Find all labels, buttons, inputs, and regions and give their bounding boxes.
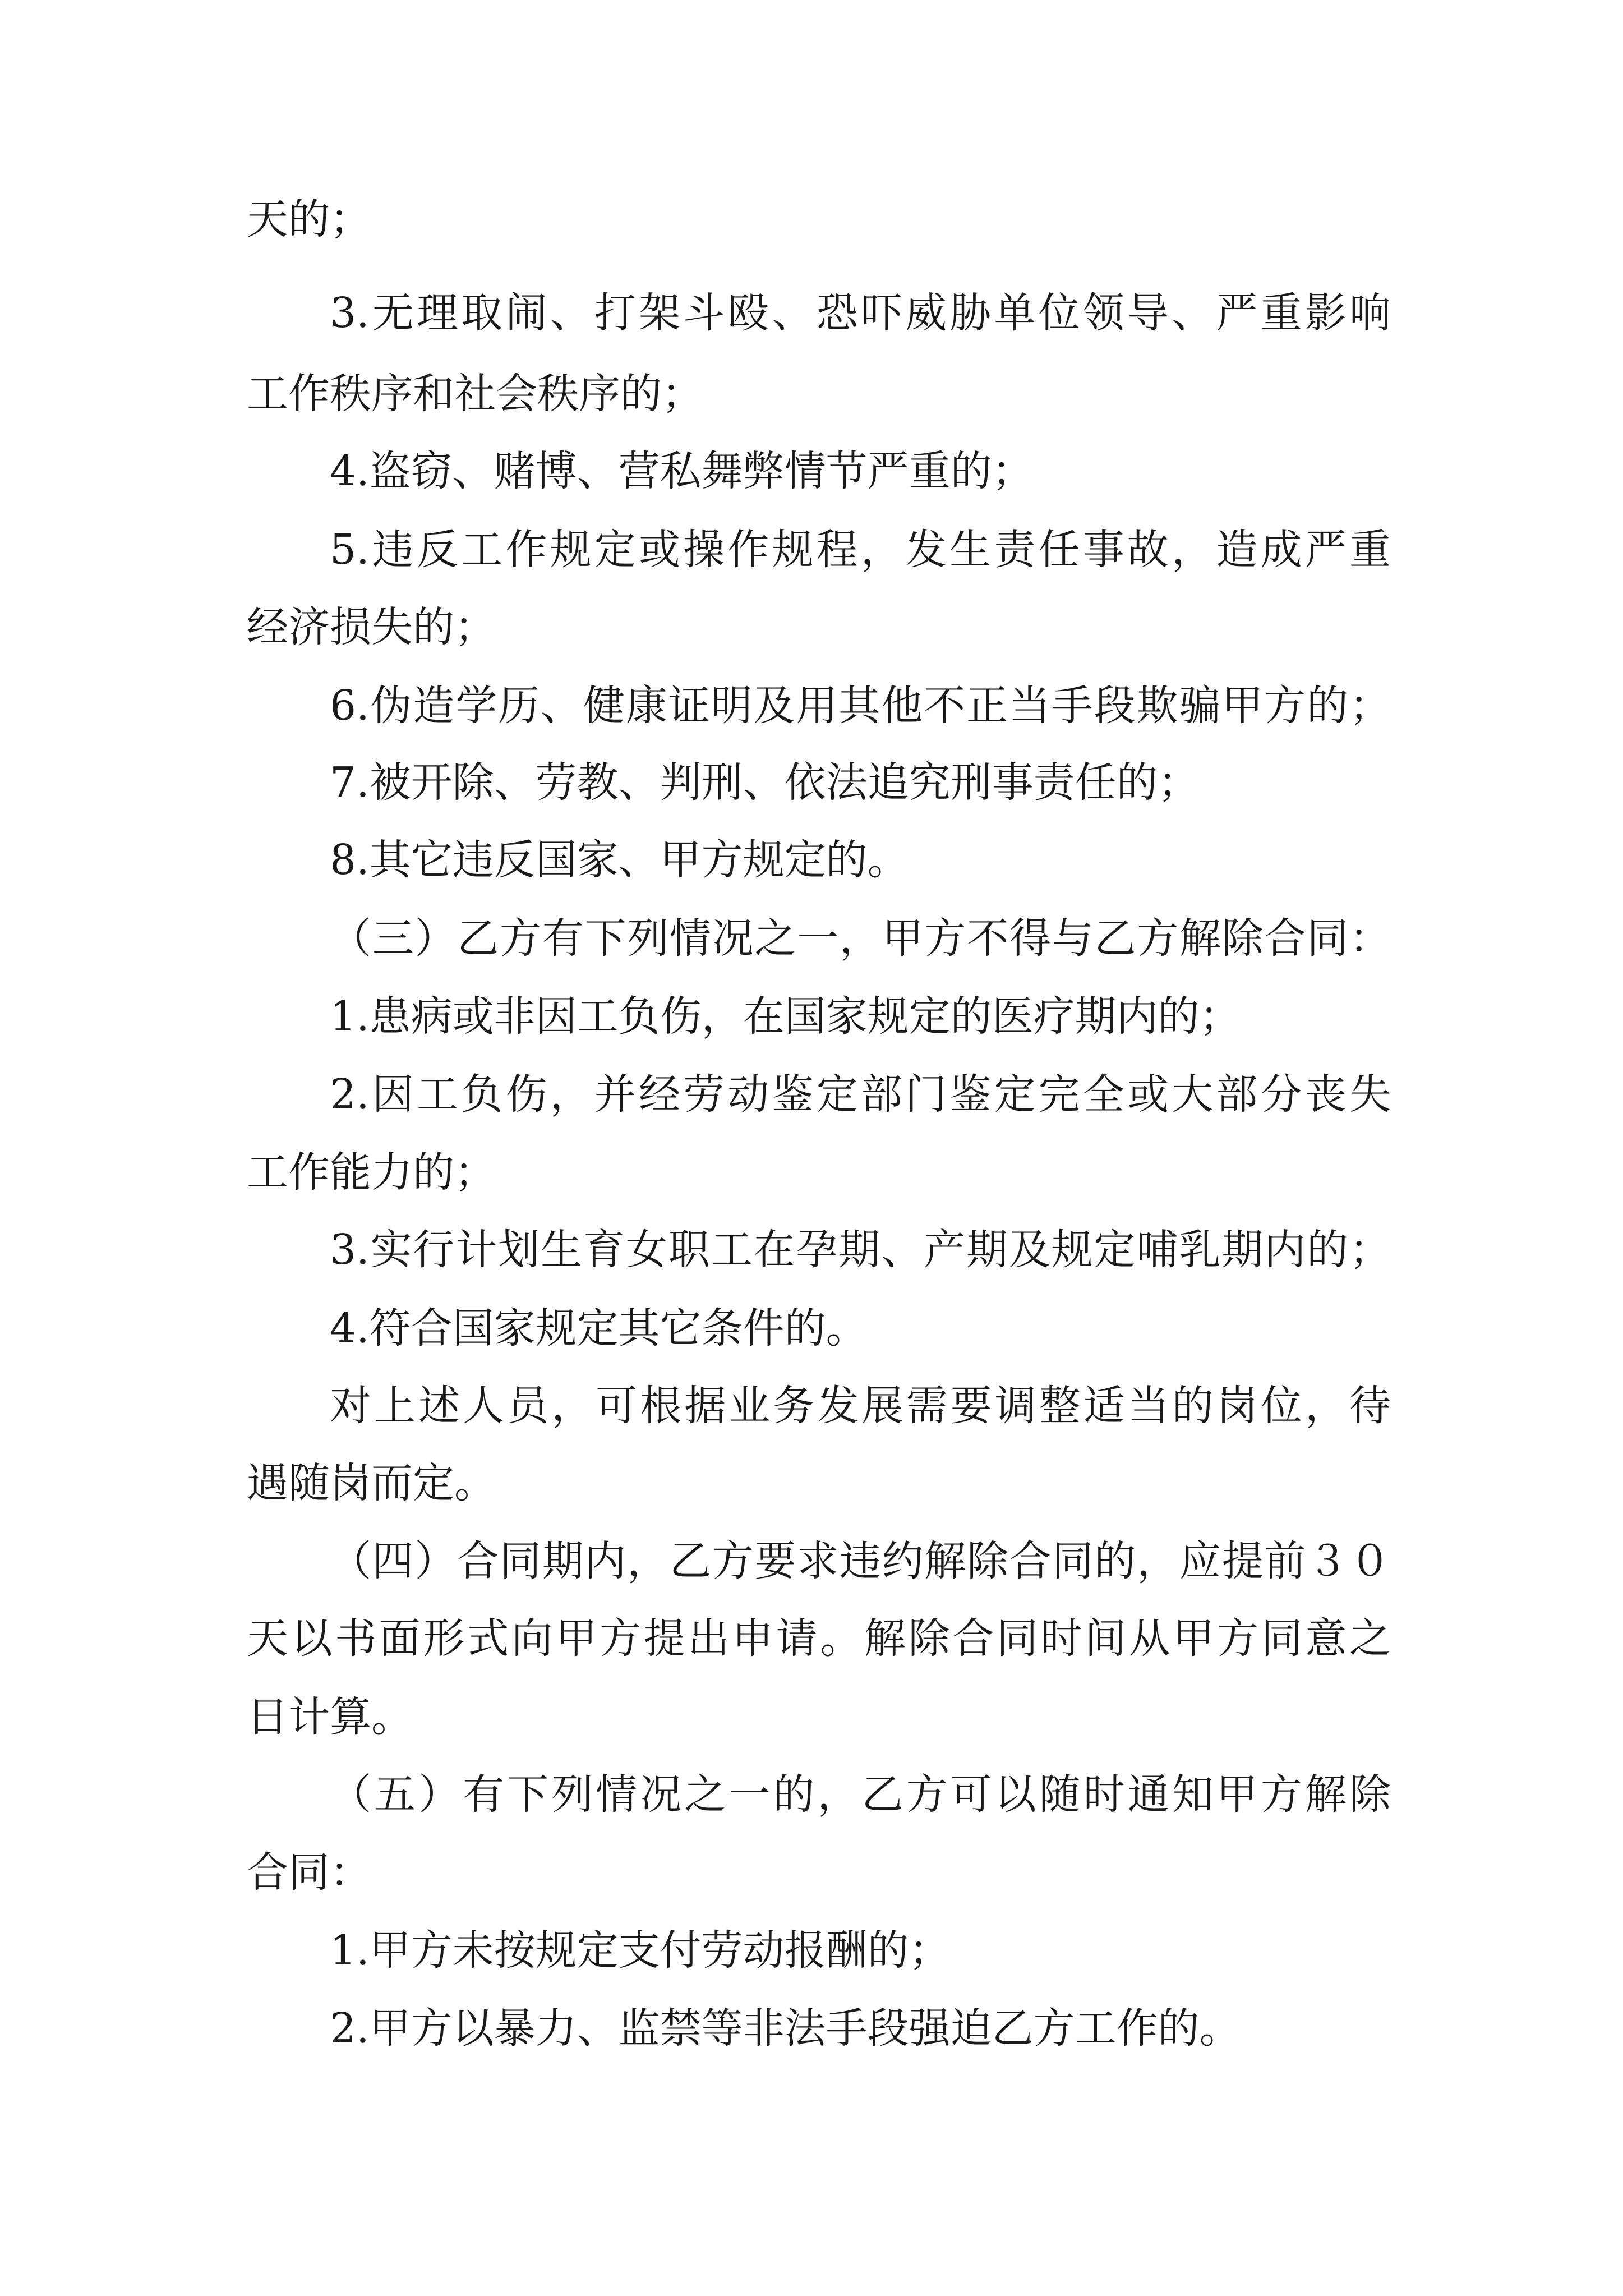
text-line-3: 工作秩序和社会秩序的； <box>247 370 703 418</box>
text-line-1: 天的； <box>247 195 371 243</box>
text-line-16: 对上述人员，可根据业务发展需要调整适当的岗位，待 <box>330 1382 1391 1430</box>
text-line-4: 4.盗窃、赌博、营私舞弊情节严重的； <box>330 447 1034 495</box>
text-line-2: 3.无理取闹、打架斗殴、恐吓威胁单位领导、严重影响 <box>330 289 1391 337</box>
text-line-9: 8.其它违反国家、甲方规定的。 <box>330 836 909 884</box>
text-line-7: 6.伪造学历、健康证明及用其他不正当手段欺骗甲方的； <box>330 682 1391 730</box>
text-line-14: 3.实行计划生育女职工在孕期、产期及规定哺乳期内的； <box>330 1226 1391 1274</box>
text-line-6: 经济损失的； <box>247 603 496 651</box>
text-line-12: 2.因工负伤，并经劳动鉴定部门鉴定完全或大部分丧失 <box>330 1070 1391 1119</box>
text-line-19: 天以书面形式向甲方提出申请。解除合同时间从甲方同意之 <box>247 1614 1391 1663</box>
text-line-18: （四）合同期内，乙方要求违约解除合同的，应提前３０ <box>330 1537 1391 1585</box>
text-line-21: （五）有下列情况之一的，乙方可以随时通知甲方解除 <box>330 1770 1391 1819</box>
text-line-15: 4.符合国家规定其它条件的。 <box>330 1304 868 1352</box>
text-line-5: 5.违反工作规定或操作规程，发生责任事故，造成严重 <box>330 526 1391 574</box>
text-line-22: 合同： <box>247 1848 371 1897</box>
text-line-23: 1.甲方未按规定支付劳动报酬的； <box>330 1926 951 1975</box>
text-line-20: 日计算。 <box>247 1693 413 1741</box>
text-line-17: 遇随岗而定。 <box>247 1459 496 1507</box>
text-line-24: 2.甲方以暴力、监禁等非法手段强迫乙方工作的。 <box>330 2004 1241 2053</box>
text-line-10: （三）乙方有下列情况之一，甲方不得与乙方解除合同： <box>330 914 1391 963</box>
text-line-8: 7.被开除、劳教、判刑、依法追究刑事责任的； <box>330 758 1200 807</box>
text-line-13: 工作能力的； <box>247 1148 496 1197</box>
text-line-11: 1.患病或非因工负伤，在国家规定的医疗期内的； <box>330 992 1241 1041</box>
